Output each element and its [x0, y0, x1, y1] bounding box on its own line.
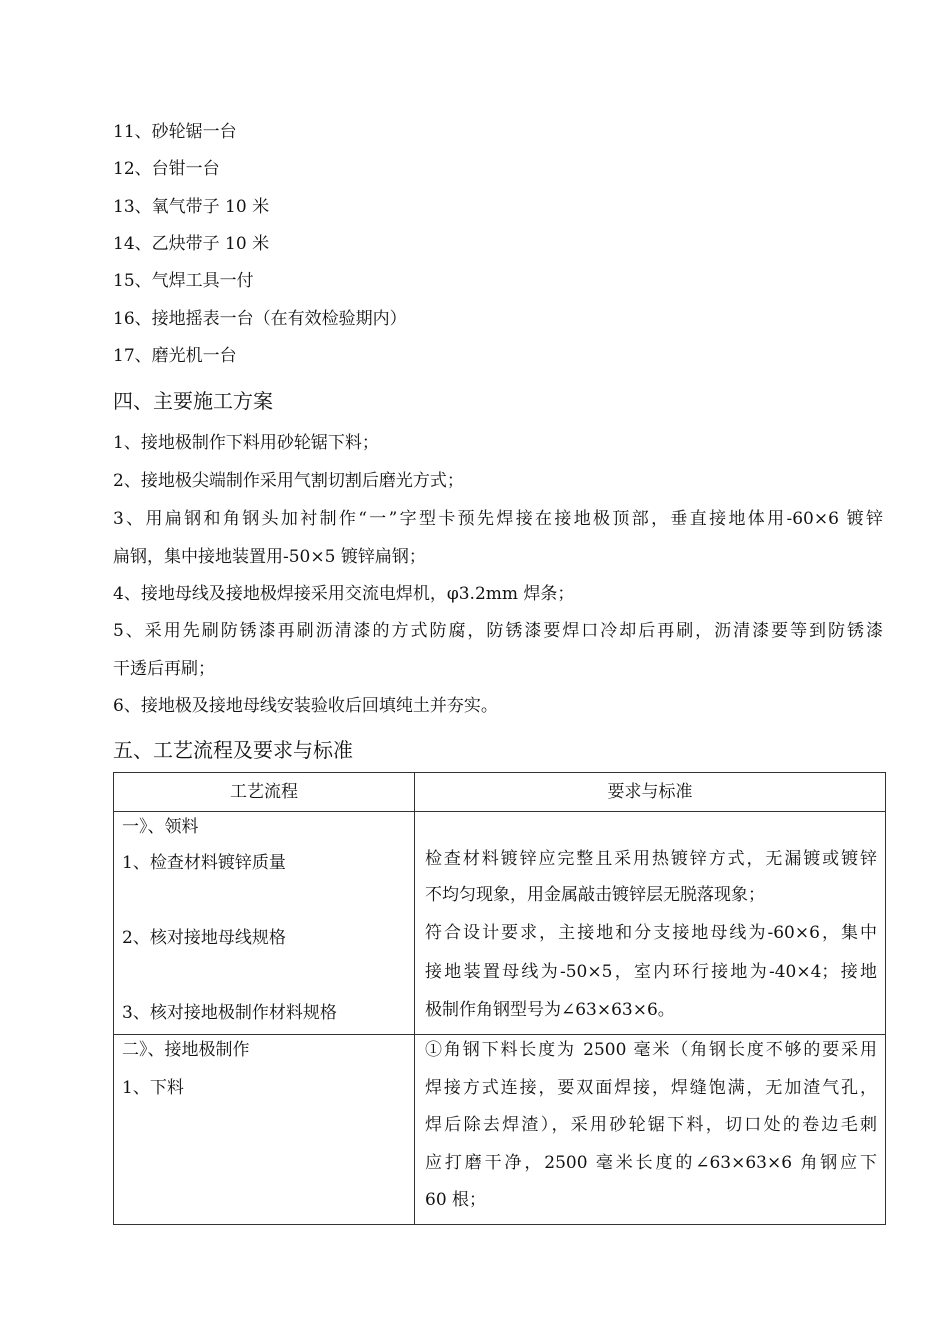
- plan-item-2: 2、接地极尖端制作采用气割切割后磨光方式；: [113, 471, 464, 491]
- tool-item-13: 13、氧气带子 10 米: [113, 197, 270, 217]
- tool-item-16: 16、接地摇表一台（在有效检验期内）: [113, 309, 407, 329]
- row1-step-2: 2、核对接地母线规格: [122, 928, 286, 948]
- header-process: 工艺流程: [114, 773, 415, 812]
- row2-step-title: 二》、接地极制作: [122, 1040, 250, 1060]
- plan-item-4: 4、接地母线及接地极焊接采用交流电焊机，φ3.2mm 焊条；: [113, 584, 575, 604]
- row1-step-1: 1、检查材料镀锌质量: [122, 853, 286, 873]
- plan-item-3: 3、用扁钢和角钢头加衬制作“一”字型卡预先焊接在接地极顶部，垂直接地体用-60×6 镀锌: [113, 509, 883, 529]
- row2-standard-line-1: ①角钢下料长度为 2500 毫米（角钢长度不够的要采用: [425, 1040, 877, 1060]
- plan-item-5: 5、采用先刷防锈漆再刷沥清漆的方式防腐，防锈漆要焊口冷却后再刷，沥清漆要等到防锈漆: [113, 621, 883, 641]
- tool-item-15: 15、气焊工具一付: [113, 271, 254, 291]
- tool-item-11: 11、砂轮锯一台: [113, 122, 237, 142]
- row2-standard-line-4: 应打磨干净，2500 毫米长度的∠63×63×6 角钢应下: [425, 1153, 877, 1173]
- row1-standard-line-4: 接地装置母线为-50×5，室内环行接地为-40×4；接地: [425, 962, 877, 982]
- row1-standard-cell: [415, 812, 886, 1035]
- row2-standard-cell: [415, 1035, 886, 1225]
- row1-standard-line-3: 符合设计要求，主接地和分支接地母线为-60×6，集中: [425, 923, 877, 943]
- row1-standard-line-5: 极制作角钢型号为∠63×63×6。: [425, 1000, 675, 1020]
- process-table: [113, 772, 886, 1225]
- plan-item-1: 1、接地极制作下料用砂轮锯下料；: [113, 433, 379, 453]
- tool-item-17: 17、磨光机一台: [113, 346, 237, 366]
- row1-step-3: 3、核对接地极制作材料规格: [122, 1003, 337, 1023]
- plan-item-3-cont: 扁钢，集中接地装置用-50×5 镀锌扁钢；: [113, 547, 426, 567]
- tool-item-12: 12、台钳一台: [113, 159, 220, 179]
- row2-standard-line-3: 焊后除去焊渣），采用砂轮锯下料，切口处的卷边毛刺: [425, 1115, 877, 1135]
- row2-standard-line-5: 60 根；: [425, 1190, 487, 1210]
- plan-item-6: 6、接地极及接地母线安装验收后回填纯土并夯实。: [113, 696, 498, 716]
- table-header-row: [114, 773, 886, 812]
- row2-standard-line-2: 焊接方式连接，要双面焊接，焊缝饱满，无加渣气孔，: [425, 1078, 877, 1098]
- row2-process-cell: [114, 1035, 415, 1225]
- row2-step-1: 1、下料: [122, 1078, 184, 1098]
- table-row: [114, 812, 886, 1035]
- row1-step-title: 一》、领料: [122, 817, 199, 837]
- row1-standard-line-1: 检查材料镀锌应完整且采用热镀锌方式，无漏镀或镀锌: [425, 849, 877, 869]
- row1-standard-line-2: 不均匀现象，用金属敲击镀锌层无脱落现象；: [425, 885, 765, 905]
- table-row: [114, 1035, 886, 1225]
- plan-item-5-cont: 干透后再刷；: [113, 659, 215, 679]
- tool-item-14: 14、乙炔带子 10 米: [113, 234, 270, 254]
- header-standard: 要求与标准: [415, 773, 886, 812]
- section-4-heading: 四、主要施工方案: [113, 389, 273, 413]
- section-5-heading: 五、工艺流程及要求与标准: [113, 738, 353, 762]
- row1-process-cell: [114, 812, 415, 1035]
